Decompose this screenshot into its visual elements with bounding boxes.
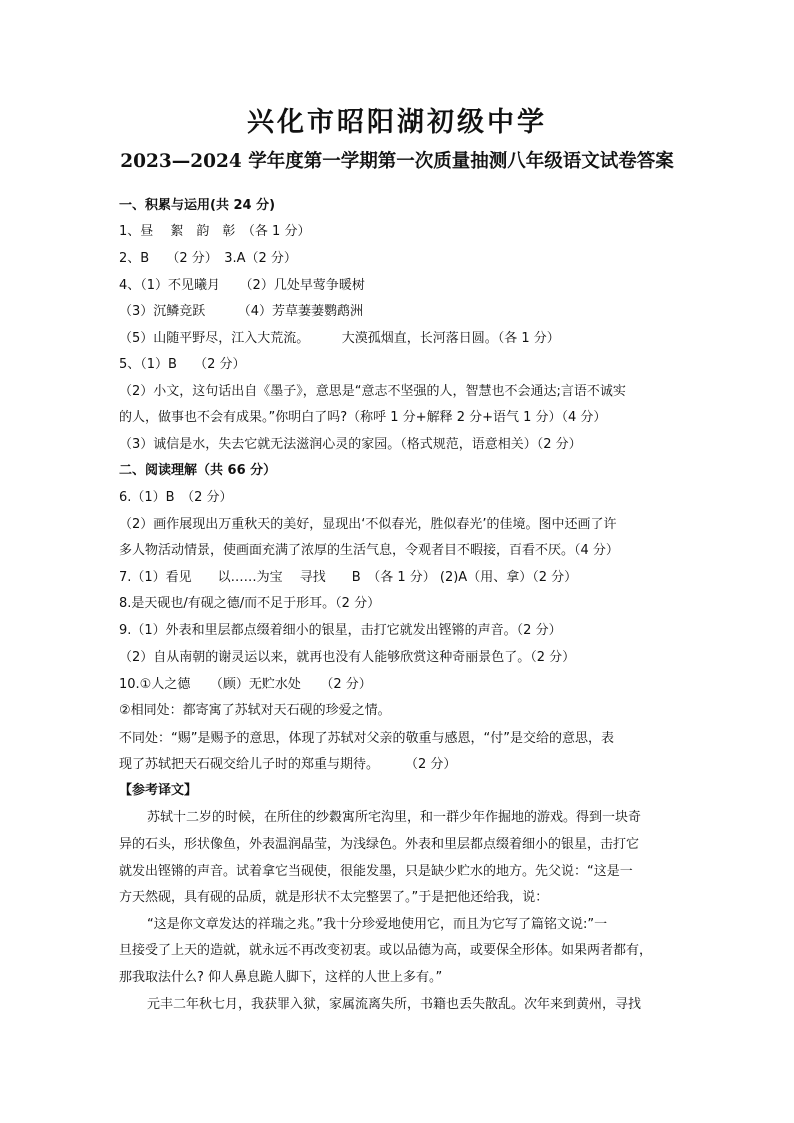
answer-line: 8.是天砚也/有砚之德/而不足于形耳。（2 分）: [119, 596, 381, 611]
answer-line: 6.（1）B （2 分）: [119, 490, 233, 505]
answer-line: 4、（1）不见曦月 （2）几处早莺争暖树: [119, 278, 365, 293]
section-heading-2: 二、阅读理解（共 66 分）: [119, 463, 277, 478]
translation-line: 那我取法什么? 仰人鼻息跪人脚下，这样的人世上多有。”: [119, 970, 443, 985]
answer-line: （2）画作展现出万重秋天的美好，显现出‘不似春光，胜似春光’的佳境。图中还画了许: [119, 517, 617, 532]
translation-line: 就发出铿锵的声音。试着拿它当砚使，很能发墨，只是缺少贮水的地方。先父说：“这是一: [119, 864, 633, 879]
answer-line: 5、（1）B （2 分）: [119, 357, 246, 372]
answer-line: 现了苏轼把天石砚交给儿子时的郑重与期待。 （2 分）: [119, 757, 457, 772]
answer-line: 10.①人之德 （顾）无贮水处 （2 分）: [119, 677, 372, 692]
translation-line: 元丰二年秋七月，我获罪入狱，家属流离失所，书籍也丢失散乱。次年来到黄州，寻找: [147, 997, 642, 1012]
translation-line: “这是你文章发达的祥瑞之兆。”我十分珍爱地使用它，而且为它写了篇铭文说:”一: [147, 917, 608, 932]
answer-line: 多人物活动情景，使画面充满了浓厚的生活气息，令观者目不暇接，百看不厌。（4 分）: [119, 543, 619, 558]
answer-line: （5）山随平野尽，江入大荒流。 大漠孤烟直，长河落日圆。（各 1 分）: [119, 331, 560, 346]
answer-line: 7.（1）看见 以……为宝 寻找 B （各 1 分） (2)A（用、拿）（2 分）: [119, 570, 578, 585]
section-heading-1: 一、积累与运用(共 24 分): [119, 198, 276, 213]
answer-line: （3）诚信是水，失去它就无法滋润心灵的家园。（格式规范，语意相关）（2 分）: [119, 437, 582, 452]
answer-line: （2）自从南朝的谢灵运以来，就再也没有人能够欣赏这种奇丽景色了。（2 分）: [119, 650, 576, 665]
answer-line: 1、昼 絮 韵 彰 （各 1 分）: [119, 224, 311, 239]
answer-line: （2）小文，这句话出自《墨子》，意思是“意志不坚强的人，智慧也不会通达;言语不诚实: [119, 384, 626, 399]
exam-title: 2023—2024 学年度第一学期第一次质量抽测八年级语文试卷答案: [120, 151, 674, 172]
answer-line: （3）沉鳞竞跃 （4）芳草萋萋鹦鹉洲: [119, 304, 364, 319]
answer-line: 2、B （2 分） 3.A（2 分）: [119, 251, 297, 266]
reference-translation-heading: 【参考译文】: [119, 783, 198, 798]
school-name: 兴化市昭阳湖初级中学: [247, 107, 547, 138]
answer-line: ②相同处：都寄寓了苏轼对天石砚的珍爱之情。: [119, 703, 391, 718]
translation-line: 异的石头，形状像鱼，外表温润晶莹，为浅绿色。外表和里层都点缀着细小的银星，击打它: [119, 837, 640, 852]
translation-line: 旦接受了上天的造就，就永远不再改变初衷。或以品德为高，或要保全形体。如果两者都有，: [119, 943, 653, 958]
answer-line: 不同处：“赐”是赐予的意思，体现了苏轼对父亲的敬重与感恩，“付”是交给的意思，表: [119, 731, 614, 746]
translation-line: 方天然砚，具有砚的品质，就是形状不太完整罢了。”于是把他还给我，说：: [119, 890, 549, 905]
answer-line: 9.（1）外表和里层都点缀着细小的银星，击打它就发出铿锵的声音。（2 分）: [119, 623, 562, 638]
translation-line: 苏轼十二岁的时候，在所住的纱縠寓所宅沟里，和一群少年作掘地的游戏。得到一块奇: [147, 810, 642, 825]
answer-line: 的人，做事也不会有成果。”你明白了吗?（称呼 1 分+解释 2 分+语气 1 分）（4 分）: [119, 410, 607, 425]
